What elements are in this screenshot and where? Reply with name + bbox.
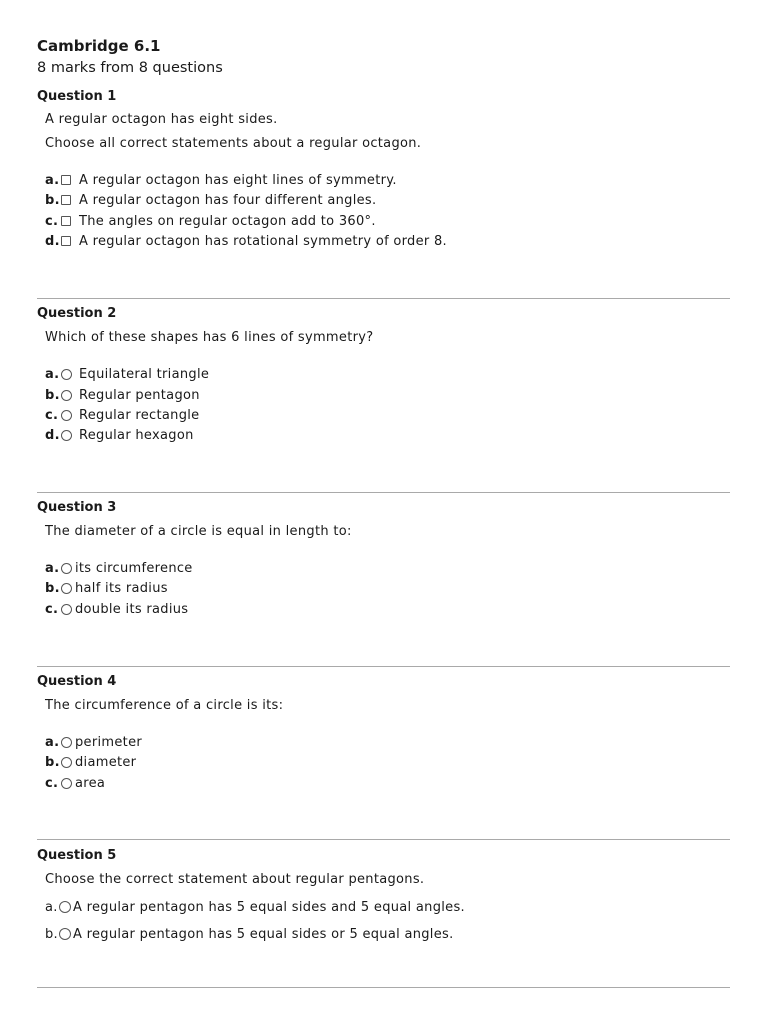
question-5-heading: Question 5 <box>37 848 117 863</box>
question-divider <box>37 492 730 493</box>
option-label: Regular pentagon <box>79 387 200 403</box>
question-2-heading: Question 2 <box>37 306 117 321</box>
question-2-option-b[interactable] <box>45 387 200 403</box>
radio-button[interactable] <box>61 583 72 594</box>
radio-button[interactable] <box>61 563 72 574</box>
option-label: half its radius <box>75 580 168 596</box>
question-1-text: A regular octagon has eight sides. <box>45 112 278 127</box>
question-4-heading: Question 4 <box>37 674 117 689</box>
radio-button[interactable] <box>61 369 72 380</box>
question-divider <box>37 298 730 299</box>
question-divider <box>37 839 730 840</box>
option-letter: c. <box>45 213 59 229</box>
option-letter: a. <box>45 734 60 750</box>
question-2-text: Which of these shapes has 6 lines of symmetry? <box>45 330 374 345</box>
question-divider <box>37 987 730 988</box>
question-1-option-b[interactable] <box>45 192 376 208</box>
option-letter: b. <box>45 192 60 208</box>
question-2-option-d[interactable] <box>45 427 194 443</box>
question-5-option-b[interactable] <box>45 926 454 942</box>
option-letter: a. <box>45 899 58 915</box>
radio-button[interactable] <box>61 778 72 789</box>
option-label: The angles on regular octagon add to 360°. <box>79 213 376 229</box>
question-3-heading: Question 3 <box>37 500 117 515</box>
radio-button[interactable] <box>61 390 72 401</box>
option-letter: d. <box>45 427 60 443</box>
question-2-option-c[interactable] <box>45 407 199 423</box>
question-3-option-b[interactable] <box>45 580 168 596</box>
radio-button[interactable] <box>61 430 72 441</box>
option-label: A regular octagon has four different angles. <box>79 192 377 208</box>
question-2-option-a[interactable] <box>45 366 209 382</box>
option-letter: b. <box>45 754 60 770</box>
question-1-heading: Question 1 <box>37 89 117 104</box>
option-letter: b. <box>45 387 60 403</box>
option-letter: b. <box>45 580 60 596</box>
option-letter: c. <box>45 775 59 791</box>
question-4-option-a[interactable] <box>45 734 142 750</box>
option-label: Regular rectangle <box>79 407 200 423</box>
option-letter: a. <box>45 560 60 576</box>
question-3-option-a[interactable] <box>45 560 193 576</box>
option-label: area <box>75 775 106 791</box>
option-letter: a. <box>45 172 60 188</box>
radio-button[interactable] <box>61 737 72 748</box>
question-1-option-c[interactable] <box>45 213 376 229</box>
question-4-text: The circumference of a circle is its: <box>45 698 284 713</box>
question-4-option-b[interactable] <box>45 754 136 770</box>
checkbox[interactable] <box>61 236 71 246</box>
option-label: its circumference <box>75 560 193 576</box>
option-label: A regular octagon has rotational symmetry of order 8. <box>79 233 447 249</box>
option-label: A regular pentagon has 5 equal sides and 5 equal angles. <box>73 899 465 915</box>
option-label: A regular octagon has eight lines of symmetry. <box>79 172 397 188</box>
question-3-option-c[interactable] <box>45 601 188 617</box>
option-label: A regular pentagon has 5 equal sides or 5 equal angles. <box>73 926 454 942</box>
question-divider <box>37 666 730 667</box>
option-letter: c. <box>45 407 59 423</box>
radio-button[interactable] <box>61 604 72 615</box>
question-5-option-a[interactable] <box>45 899 465 915</box>
checkbox[interactable] <box>61 175 71 185</box>
option-label: perimeter <box>75 734 143 750</box>
question-5-text: Choose the correct statement about regular pentagons. <box>45 872 425 887</box>
option-letter: d. <box>45 233 60 249</box>
checkbox[interactable] <box>61 216 71 226</box>
question-1-text: Choose all correct statements about a regular octagon. <box>45 136 422 151</box>
quiz-subtitle: 8 marks from 8 questions <box>37 60 223 76</box>
question-1-option-d[interactable] <box>45 233 447 249</box>
radio-button[interactable] <box>61 410 72 421</box>
option-label: double its radius <box>75 601 189 617</box>
option-letter: b. <box>45 926 58 942</box>
quiz-title: Cambridge 6.1 <box>37 37 161 55</box>
radio-button[interactable] <box>59 928 71 940</box>
radio-button[interactable] <box>61 757 72 768</box>
question-1-option-a[interactable] <box>45 172 397 188</box>
option-label: Regular hexagon <box>79 427 194 443</box>
question-4-option-c[interactable] <box>45 775 105 791</box>
option-label: diameter <box>75 754 137 770</box>
option-letter: a. <box>45 366 60 382</box>
option-letter: c. <box>45 601 59 617</box>
option-label: Equilateral triangle <box>79 366 210 382</box>
question-3-text: The diameter of a circle is equal in length to: <box>45 524 352 539</box>
checkbox[interactable] <box>61 195 71 205</box>
radio-button[interactable] <box>59 901 71 913</box>
